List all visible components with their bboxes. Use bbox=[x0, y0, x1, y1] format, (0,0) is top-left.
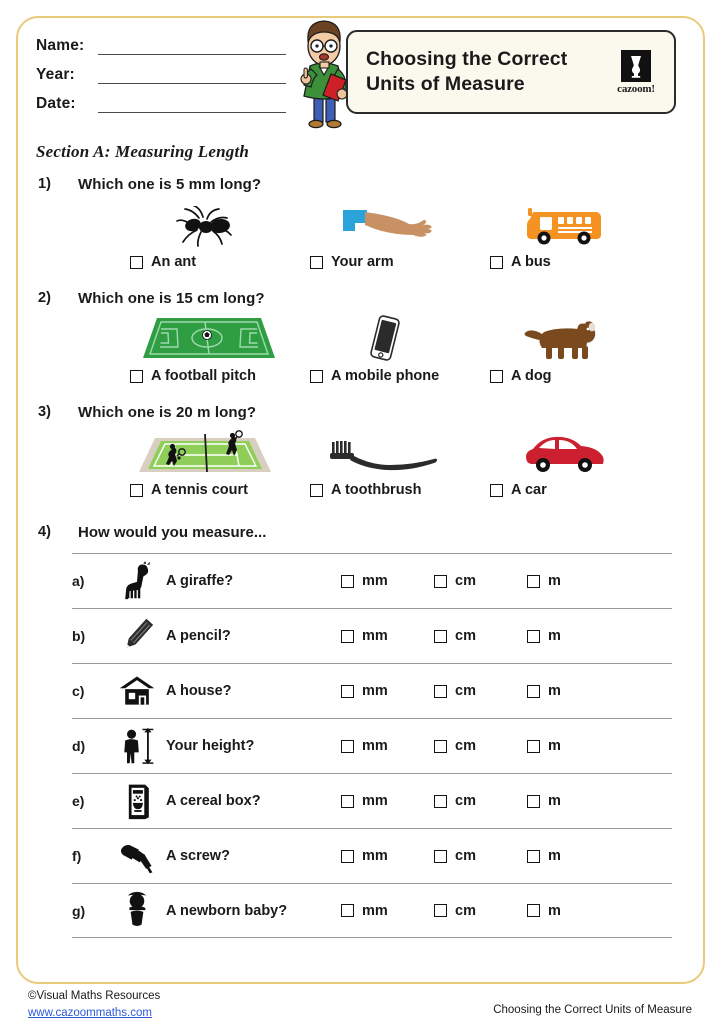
choice-your-arm[interactable] bbox=[310, 202, 510, 270]
checkbox-cm[interactable] bbox=[434, 630, 447, 643]
checkbox-a-dog[interactable] bbox=[490, 370, 503, 383]
choice-a-dog[interactable] bbox=[490, 316, 690, 384]
table-row bbox=[72, 773, 672, 828]
question-3-text: Which one is 20 m long? bbox=[78, 404, 257, 421]
choice-a-tennis-court-label: A tennis court bbox=[151, 482, 248, 498]
choice-a-football-pitch[interactable] bbox=[130, 316, 330, 384]
checkbox-cm[interactable] bbox=[434, 575, 447, 588]
checkbox-mm[interactable] bbox=[341, 795, 354, 808]
choice-a-football-pitch-label-row bbox=[130, 368, 330, 384]
toothbrush-icon bbox=[310, 430, 460, 476]
worksheet-header bbox=[18, 16, 678, 138]
checkbox-mm[interactable] bbox=[341, 685, 354, 698]
option-mm-label: mm bbox=[362, 848, 388, 864]
question-2-text: Which one is 15 cm long? bbox=[78, 290, 265, 307]
option-mm[interactable] bbox=[341, 628, 434, 644]
footer-left bbox=[28, 988, 160, 1021]
option-m[interactable] bbox=[527, 903, 620, 919]
checkbox-a-mobile-phone[interactable] bbox=[310, 370, 323, 383]
pencil-icon bbox=[108, 613, 166, 659]
checkbox-mm[interactable] bbox=[341, 904, 354, 917]
checkbox-mm[interactable] bbox=[341, 630, 354, 643]
option-cm-label: cm bbox=[455, 902, 476, 919]
option-cm-label: cm bbox=[455, 628, 476, 644]
option-mm-label: mm bbox=[362, 628, 388, 644]
name-field-input-line[interactable] bbox=[98, 39, 286, 55]
option-cm-label: cm bbox=[455, 793, 476, 809]
option-cm[interactable] bbox=[434, 848, 527, 864]
option-cm[interactable] bbox=[434, 628, 527, 644]
option-mm[interactable] bbox=[341, 738, 434, 754]
worksheet-title-box bbox=[346, 30, 676, 114]
choice-an-ant-label-row bbox=[130, 254, 330, 270]
choice-your-arm-label: Your arm bbox=[331, 254, 394, 270]
row-letter: f) bbox=[72, 848, 82, 864]
car-icon bbox=[490, 430, 640, 476]
option-cm-label: cm bbox=[455, 848, 476, 864]
option-m-label: m bbox=[548, 902, 561, 919]
choice-a-bus-label-row bbox=[490, 254, 690, 270]
option-m[interactable] bbox=[527, 793, 620, 809]
checkbox-a-car[interactable] bbox=[490, 484, 503, 497]
option-m[interactable] bbox=[527, 573, 620, 589]
row-object-label: A pencil? bbox=[166, 628, 231, 644]
option-mm-label: mm bbox=[362, 902, 388, 919]
option-mm[interactable] bbox=[341, 683, 434, 699]
option-cm-label: cm bbox=[455, 573, 476, 589]
choice-a-car[interactable] bbox=[490, 430, 690, 498]
question-2-choices bbox=[78, 316, 678, 388]
newborn-baby-icon bbox=[108, 888, 166, 934]
choice-a-car-label-row bbox=[490, 482, 690, 498]
cazoom-logo-word: cazoom! bbox=[617, 82, 655, 95]
checkbox-a-tennis-court[interactable] bbox=[130, 484, 143, 497]
giraffe-icon bbox=[108, 558, 166, 604]
row-letter: c) bbox=[72, 683, 85, 699]
year-field-input-line[interactable] bbox=[98, 68, 286, 84]
option-m[interactable] bbox=[527, 738, 620, 754]
bus-icon bbox=[490, 202, 640, 248]
choice-a-toothbrush-label: A toothbrush bbox=[331, 482, 422, 498]
option-m-label: m bbox=[548, 573, 561, 589]
checkbox-your-arm[interactable] bbox=[310, 256, 323, 269]
option-m-label: m bbox=[548, 848, 561, 864]
choice-a-tennis-court[interactable] bbox=[130, 430, 330, 498]
cazoom-logo bbox=[610, 50, 662, 95]
choice-a-toothbrush-label-row bbox=[310, 482, 510, 498]
page-title-line2: Units of Measure bbox=[366, 73, 525, 95]
question-1-choices bbox=[78, 202, 678, 274]
date-field-input-line[interactable] bbox=[98, 97, 286, 113]
option-m-label: m bbox=[548, 793, 561, 809]
option-m-label: m bbox=[548, 683, 561, 699]
row-object-label: Your height? bbox=[166, 738, 255, 754]
option-cm-label: cm bbox=[455, 683, 476, 699]
option-mm-label: mm bbox=[362, 738, 388, 754]
checkbox-cm[interactable] bbox=[434, 904, 447, 917]
ant-icon bbox=[130, 202, 280, 248]
house-icon bbox=[108, 668, 166, 714]
name-field-row bbox=[36, 26, 286, 55]
checkbox-m[interactable] bbox=[527, 575, 540, 588]
checkbox-m[interactable] bbox=[527, 795, 540, 808]
option-mm-label: mm bbox=[362, 573, 388, 589]
checkbox-mm[interactable] bbox=[341, 740, 354, 753]
choice-a-dog-label: A dog bbox=[511, 368, 552, 384]
choice-a-toothbrush[interactable] bbox=[310, 430, 510, 498]
row-object-label: A house? bbox=[166, 683, 232, 699]
measurement-units-table bbox=[72, 553, 672, 938]
checkbox-cm[interactable] bbox=[434, 685, 447, 698]
checkbox-m[interactable] bbox=[527, 904, 540, 917]
choice-your-arm-label-row bbox=[310, 254, 510, 270]
choice-a-mobile-phone-label: A mobile phone bbox=[331, 368, 440, 384]
option-m[interactable] bbox=[527, 628, 620, 644]
checkbox-cm[interactable] bbox=[434, 850, 447, 863]
option-cm-label: cm bbox=[455, 738, 476, 754]
option-mm[interactable] bbox=[341, 903, 434, 919]
checkbox-m[interactable] bbox=[527, 685, 540, 698]
row-letter: b) bbox=[72, 628, 86, 644]
row-letter: g) bbox=[72, 902, 86, 919]
choice-a-mobile-phone[interactable] bbox=[310, 316, 510, 384]
table-row bbox=[72, 883, 672, 938]
year-field-row bbox=[36, 55, 286, 84]
checkbox-a-toothbrush[interactable] bbox=[310, 484, 323, 497]
year-field-label: Year: bbox=[36, 66, 75, 83]
table-row bbox=[72, 718, 672, 773]
page-title-line1: Choosing the Correct bbox=[366, 48, 568, 71]
row-letter: e) bbox=[72, 793, 85, 809]
checkbox-cm[interactable] bbox=[434, 795, 447, 808]
choice-a-dog-label-row bbox=[490, 368, 690, 384]
checkbox-m[interactable] bbox=[527, 740, 540, 753]
section-heading: Section A: Measuring Length bbox=[36, 142, 250, 161]
row-object-label: A cereal box? bbox=[166, 793, 261, 809]
date-field-label: Date: bbox=[36, 95, 76, 112]
tennis-court-icon bbox=[130, 430, 280, 476]
option-cm[interactable] bbox=[434, 573, 527, 589]
option-m-label: m bbox=[548, 628, 561, 644]
row-letter: d) bbox=[72, 738, 86, 754]
choice-a-tennis-court-label-row bbox=[130, 482, 330, 498]
option-m-label: m bbox=[548, 738, 561, 754]
row-object-label: A screw? bbox=[166, 848, 230, 864]
checkbox-cm[interactable] bbox=[434, 740, 447, 753]
choice-an-ant-label: An ant bbox=[151, 254, 197, 270]
checkbox-m[interactable] bbox=[527, 630, 540, 643]
student-info-fields bbox=[36, 26, 286, 113]
cereal-box-icon bbox=[108, 778, 166, 824]
checkbox-a-bus[interactable] bbox=[490, 256, 503, 269]
option-m[interactable] bbox=[527, 683, 620, 699]
arm-icon bbox=[310, 202, 460, 248]
option-cm[interactable] bbox=[434, 793, 527, 809]
checkbox-mm[interactable] bbox=[341, 850, 354, 863]
page-title bbox=[366, 47, 610, 97]
table-row bbox=[72, 663, 672, 718]
option-mm[interactable] bbox=[341, 573, 434, 589]
table-row bbox=[72, 608, 672, 663]
checkbox-an-ant[interactable] bbox=[130, 256, 143, 269]
option-mm[interactable] bbox=[341, 793, 434, 809]
option-mm-label: mm bbox=[362, 683, 388, 699]
option-cm[interactable] bbox=[434, 683, 527, 699]
date-field-row bbox=[36, 84, 286, 113]
choice-a-car-label: A car bbox=[511, 482, 547, 498]
question-2-number: 2) bbox=[38, 290, 51, 306]
choice-a-bus-label: A bus bbox=[511, 254, 551, 270]
option-cm[interactable] bbox=[434, 738, 527, 754]
question-1-text: Which one is 5 mm long? bbox=[78, 176, 262, 193]
footer-title: Choosing the Correct Units of Measure bbox=[493, 1004, 692, 1016]
question-3-choices bbox=[78, 430, 678, 502]
choice-a-bus[interactable] bbox=[490, 202, 690, 270]
footer-copyright: ©Visual Maths Resources bbox=[28, 990, 161, 1002]
question-3-number: 3) bbox=[38, 404, 51, 420]
choice-a-mobile-phone-label-row bbox=[310, 368, 510, 384]
mobile-phone-icon bbox=[310, 316, 460, 362]
question-4-number: 4) bbox=[38, 524, 51, 540]
football-pitch-icon bbox=[130, 316, 280, 362]
row-object-label: A giraffe? bbox=[166, 573, 234, 589]
option-m[interactable] bbox=[527, 848, 620, 864]
table-row bbox=[72, 553, 672, 608]
option-cm[interactable] bbox=[434, 903, 527, 919]
row-object-label: A newborn baby? bbox=[166, 902, 288, 919]
option-mm-label: mm bbox=[362, 793, 388, 809]
height-person-icon bbox=[108, 723, 166, 769]
table-row bbox=[72, 828, 672, 883]
question-4-text: How would you measure... bbox=[78, 524, 267, 541]
footer-website-link[interactable]: www.cazoommaths.com bbox=[28, 1006, 152, 1019]
option-mm[interactable] bbox=[341, 848, 434, 864]
name-field-label: Name: bbox=[36, 37, 85, 54]
choice-an-ant[interactable] bbox=[130, 202, 330, 270]
checkbox-mm[interactable] bbox=[341, 575, 354, 588]
checkbox-a-football-pitch[interactable] bbox=[130, 370, 143, 383]
question-1-number: 1) bbox=[38, 176, 51, 192]
choice-a-football-pitch-label: A football pitch bbox=[151, 368, 256, 384]
dog-icon bbox=[490, 316, 640, 362]
chalice-icon bbox=[621, 50, 651, 82]
checkbox-m[interactable] bbox=[527, 850, 540, 863]
screw-icon bbox=[108, 833, 166, 879]
row-letter: a) bbox=[72, 573, 85, 589]
